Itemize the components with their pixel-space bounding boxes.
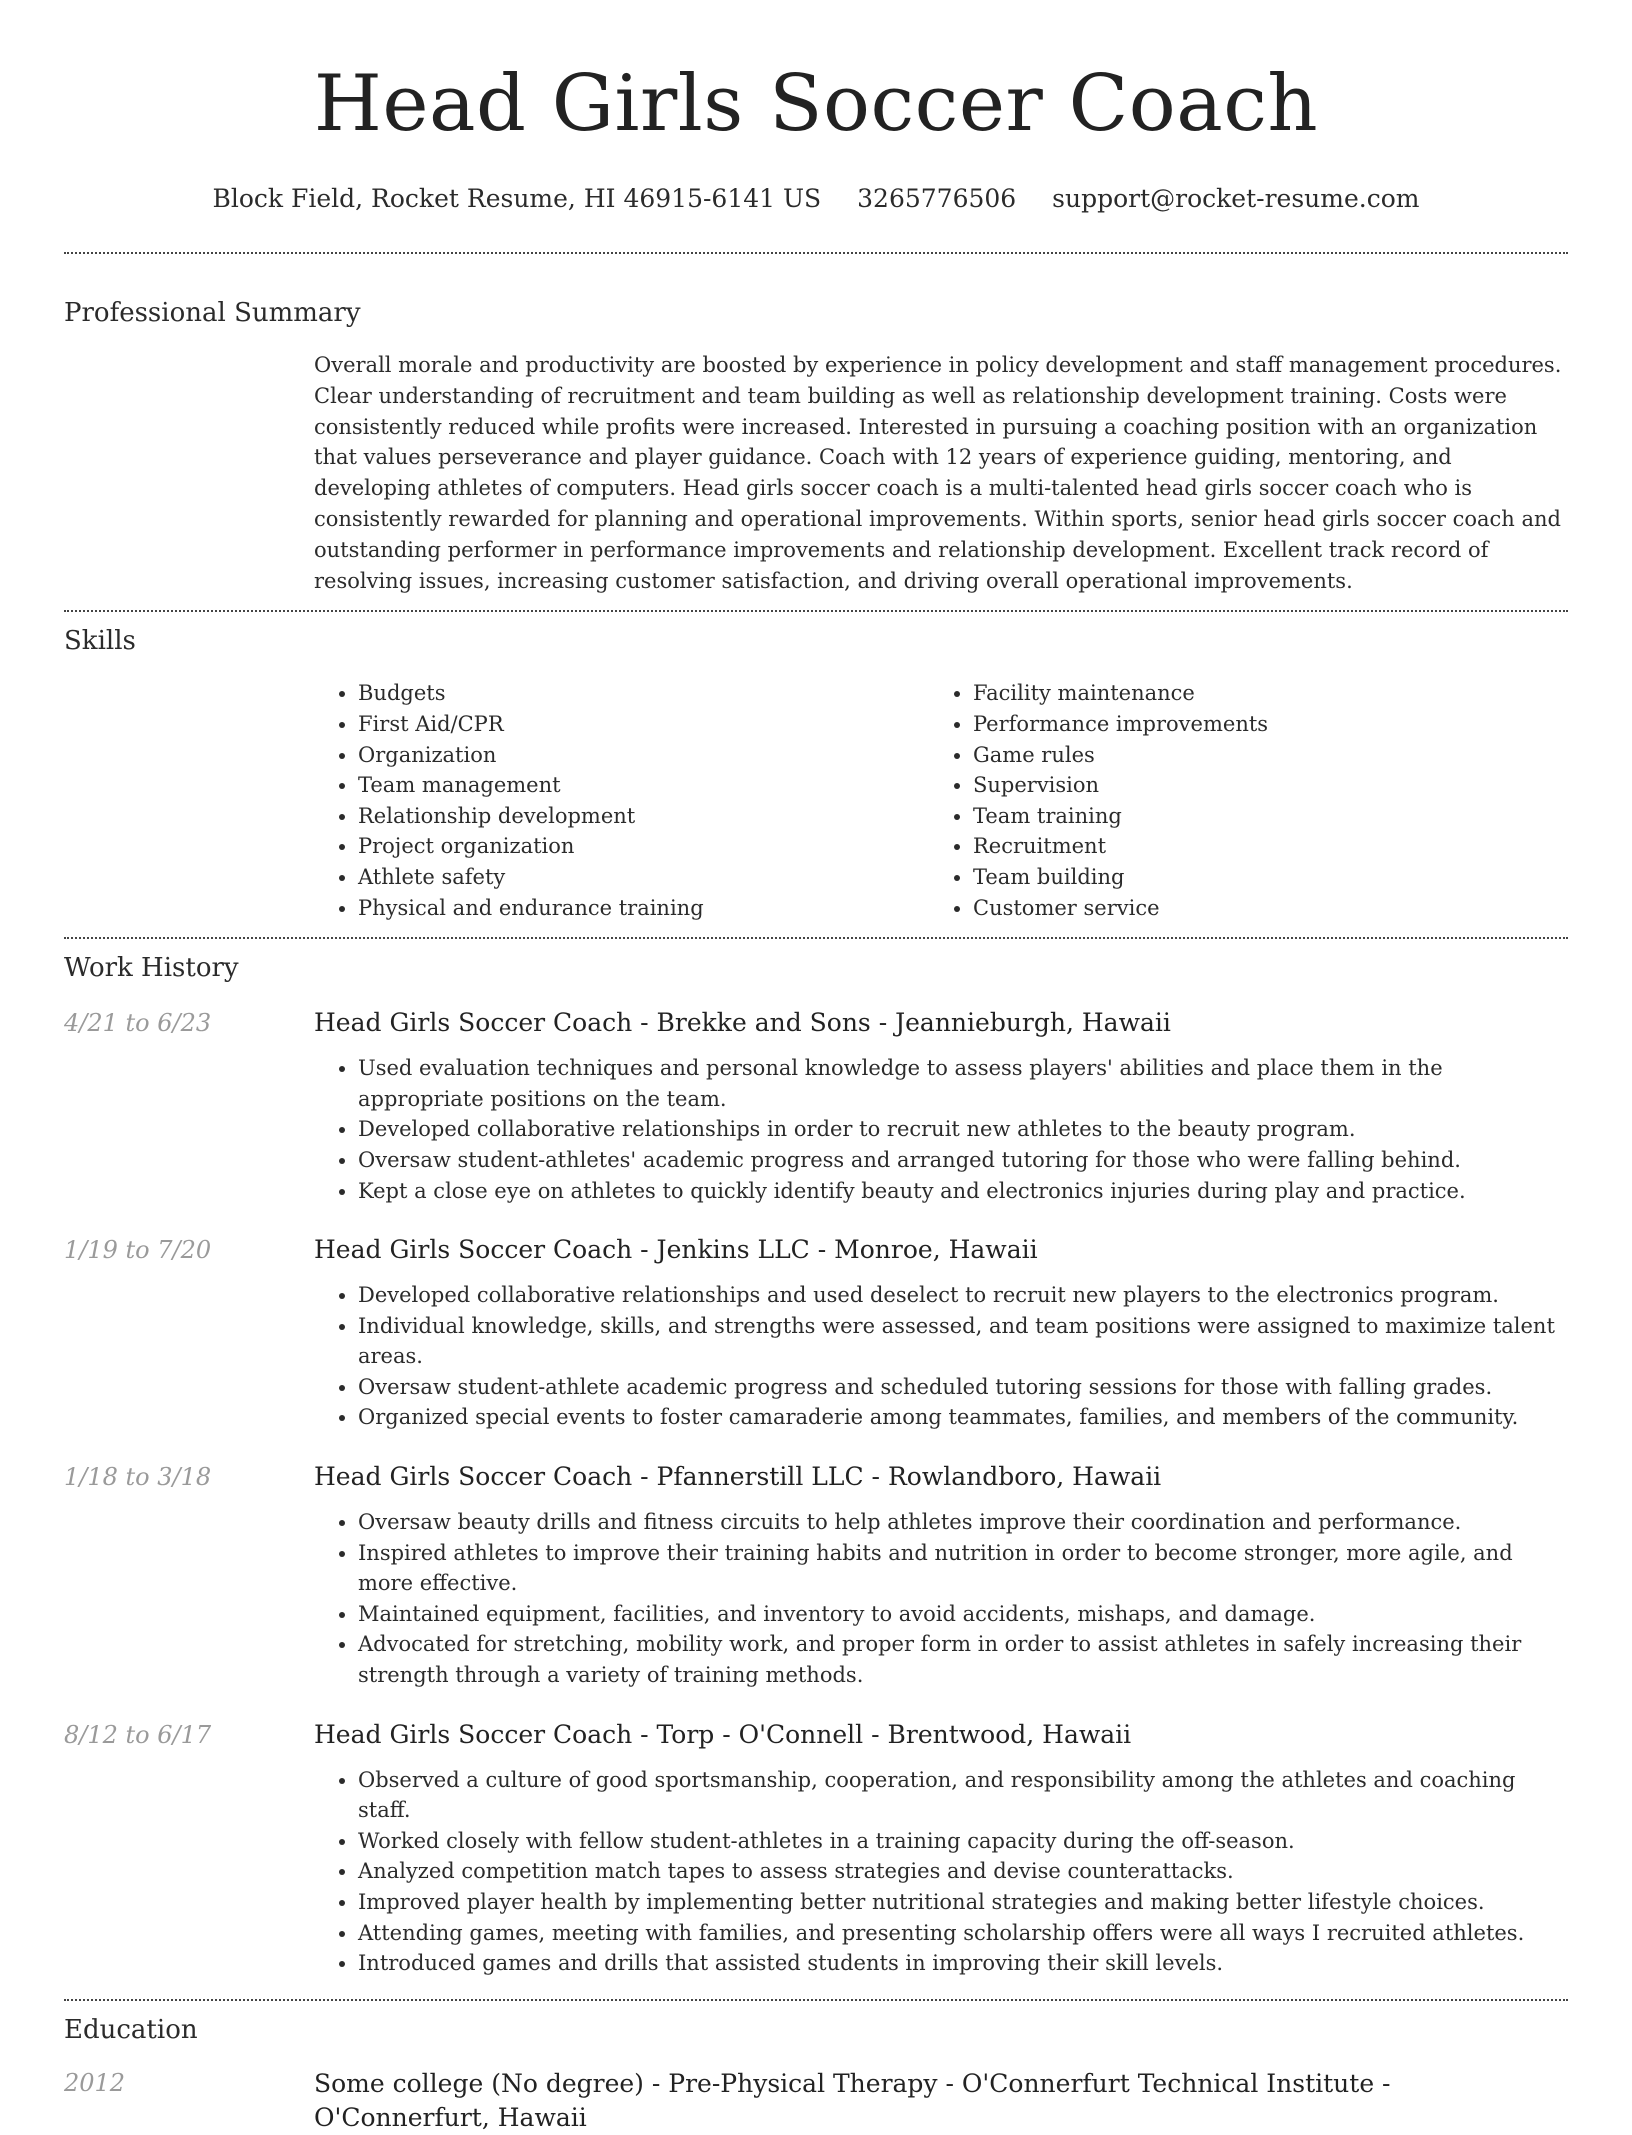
skill-item: • Relationship development xyxy=(358,801,929,832)
skills-column-left xyxy=(314,678,929,923)
job-dates: 1/18 to 3/18 xyxy=(64,1463,212,1492)
skill-item: • Supervision xyxy=(973,770,1544,801)
skill-item: • Physical and endurance training xyxy=(358,893,929,924)
job-bullet: • Worked closely with fellow student-athletes in a training capacity during the off-season. xyxy=(358,1826,1568,1857)
job-bullet: • Individual knowledge, skills, and strengths were assessed, and team positions were assigned to maximize talent areas. xyxy=(358,1311,1568,1372)
contact-email: support@rocket-resume.com xyxy=(1052,184,1420,213)
job-bullet: • Oversaw student-athletes' academic progress and arranged tutoring for those who were falling behind. xyxy=(358,1145,1568,1176)
job-entry xyxy=(64,1719,1568,1979)
job-body xyxy=(314,1234,1568,1433)
job-bullet: • Analyzed competition match tapes to assess strategies and devise counterattacks. xyxy=(358,1856,1568,1887)
job-title: Head Girls Soccer Coach - Jenkins LLC - Monroe, Hawaii xyxy=(314,1235,1038,1265)
education-entry xyxy=(64,2067,1568,2135)
section-title-summary: Professional Summary xyxy=(64,298,361,328)
job-title: Head Girls Soccer Coach - Brekke and Sons - Jeannieburgh, Hawaii xyxy=(314,1008,1171,1038)
job-bullets xyxy=(314,1765,1568,1979)
skills-grid xyxy=(314,678,1568,937)
job-bullet: • Organized special events to foster camaraderie among teammates, families, and members of the community. xyxy=(358,1402,1568,1433)
job-bullet: • Improved player health by implementing better nutritional strategies and making better lifestyle choices. xyxy=(358,1887,1568,1918)
job-bullet: • Used evaluation techniques and personal knowledge to assess players' abilities and place them in the appropriate positions on the team. xyxy=(358,1053,1568,1114)
job-title: Head Girls Soccer Coach - Pfannerstill LLC - Rowlandboro, Hawaii xyxy=(314,1462,1162,1492)
skill-item: • Team training xyxy=(973,801,1544,832)
job-bullet: • Advocated for stretching, mobility work, and proper form in order to assist athletes in safely increasing their strength through a variety of training methods. xyxy=(358,1629,1568,1690)
job-entry xyxy=(64,1461,1568,1691)
job-title: Head Girls Soccer Coach - Torp - O'Connell - Brentwood, Hawaii xyxy=(314,1719,1132,1749)
skills-section xyxy=(64,612,1568,937)
resume-header xyxy=(64,0,1568,216)
candidate-name: Head Girls Soccer Coach xyxy=(313,59,1319,149)
job-bullet: • Kept a close eye on athletes to quickly identify beauty and electronics injuries during play and practice. xyxy=(358,1176,1568,1207)
job-bullet: • Oversaw student-athlete academic progress and scheduled tutoring sessions for those with falling grades. xyxy=(358,1372,1568,1403)
job-body xyxy=(314,1007,1568,1206)
job-dates: 8/12 to 6/17 xyxy=(64,1720,212,1749)
contact-address: Block Field, Rocket Resume, HI 46915-6141 US xyxy=(212,184,822,213)
contact-phone: 3265776506 xyxy=(857,184,1017,213)
summary-paragraph: Overall morale and productivity are boosted by experience in policy development and staff management procedures. Clear understanding of recruitment and team building as well as relationship development training. Costs were consistently reduced while profits were increased. Interested in pursuing a coaching position with an organization that values perseverance and player guidance. Coach with 12 years of experience guiding, mentoring, and developing athletes of computers. Head girls soccer coach is a multi-talented head girls soccer coach who is consistently rewarded for planning and operational improvements. Within sports, senior head girls soccer coach and outstanding performer in performance improvements and relationship development. Excellent track record of resolving issues, increasing customer satisfaction, and driving overall operational improvements. xyxy=(314,353,1562,593)
skills-column-right xyxy=(929,678,1544,923)
contact-line xyxy=(64,182,1568,216)
job-bullet: • Developed collaborative relationships in order to recruit new athletes to the beauty program. xyxy=(358,1114,1568,1145)
job-bullet: • Attending games, meeting with families, and presenting scholarship offers were all ways I recruited athletes. xyxy=(358,1918,1568,1949)
skill-item: • Team management xyxy=(358,770,929,801)
job-bullet: • Inspired athletes to improve their training habits and nutrition in order to become stronger, more agile, and more effective. xyxy=(358,1538,1568,1599)
job-bullets xyxy=(314,1507,1568,1691)
skill-item: • Game rules xyxy=(973,740,1544,771)
skill-item: • Recruitment xyxy=(973,831,1544,862)
skill-item: • Organization xyxy=(358,740,929,771)
skill-item: • Project organization xyxy=(358,831,929,862)
job-bullets xyxy=(314,1280,1568,1433)
skill-item: • Budgets xyxy=(358,678,929,709)
skill-item: • Customer service xyxy=(973,893,1544,924)
work-history-section xyxy=(64,939,1568,1979)
job-bullet: • Introduced games and drills that assisted students in improving their skill levels. xyxy=(358,1948,1568,1979)
skill-item: • Team building xyxy=(973,862,1544,893)
education-year: 2012 xyxy=(64,2068,126,2097)
skill-item: • Performance improvements xyxy=(973,709,1544,740)
job-body xyxy=(314,1461,1568,1691)
job-bullet: • Observed a culture of good sportsmanship, cooperation, and responsibility among the athletes and coaching staff. xyxy=(358,1765,1568,1826)
job-bullets xyxy=(314,1053,1568,1206)
job-body xyxy=(314,1719,1568,1979)
education-title: Some college (No degree) - Pre-Physical Therapy - O'Connerfurt Technical Institute - O'Connerfurt, Hawaii xyxy=(314,2068,1391,2132)
job-dates: 1/19 to 7/20 xyxy=(64,1236,212,1265)
job-dates: 4/21 to 6/23 xyxy=(64,1009,212,1038)
section-title-work: Work History xyxy=(64,953,239,984)
section-title-skills: Skills xyxy=(64,626,136,657)
job-bullet: • Oversaw beauty drills and fitness circuits to help athletes improve their coordination and performance. xyxy=(358,1507,1568,1538)
job-bullet: • Developed collaborative relationships and used deselect to recruit new players to the electronics program. xyxy=(358,1280,1568,1311)
job-entry xyxy=(64,1234,1568,1433)
job-bullet: • Maintained equipment, facilities, and inventory to avoid accidents, mishaps, and damage. xyxy=(358,1599,1568,1630)
skill-item: • First Aid/CPR xyxy=(358,709,929,740)
education-section xyxy=(64,2001,1568,2135)
skill-item: • Athlete safety xyxy=(358,862,929,893)
job-entry xyxy=(64,1007,1568,1206)
skill-item: • Facility maintenance xyxy=(973,678,1544,709)
professional-summary-section xyxy=(64,254,1568,610)
section-title-education: Education xyxy=(64,2014,198,2045)
